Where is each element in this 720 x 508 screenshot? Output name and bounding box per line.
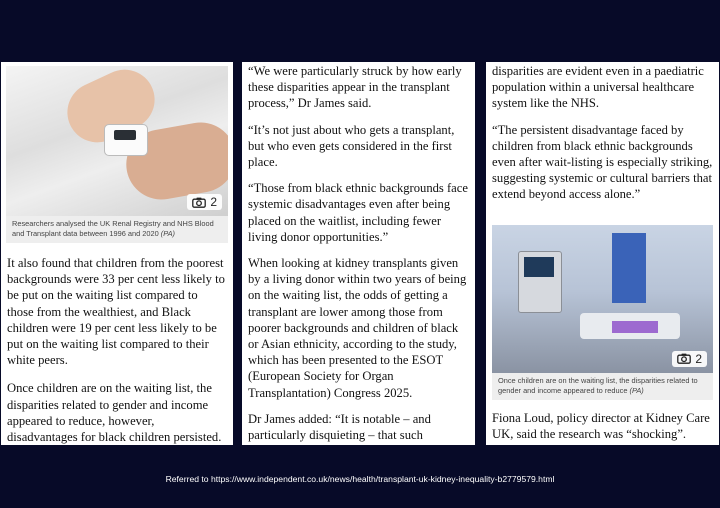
photo-count: 2 bbox=[210, 195, 217, 209]
photo-caption: Researchers analysed the UK Renal Registry and NHS Blood and Transplant data between 1996 and 2020 (PA) bbox=[6, 216, 228, 243]
article-paragraph: “We were particularly struck by how early these disparities appear in the transplant process,” Dr James said. bbox=[248, 64, 462, 111]
article-paragraph: When looking at kidney transplants given by a living donor within two years of being on the waiting list, the odds of getting a transplant are lower among those from poorer backgrounds and children of black or Asian ethnicity, according to the study, which has been presented to the ESOT (European Society for Organ Transplantation) Congress 2025. bbox=[248, 256, 467, 400]
article-column-2 bbox=[242, 62, 475, 445]
pulse-oximeter bbox=[104, 124, 148, 156]
photo-count: 2 bbox=[695, 351, 702, 366]
photo-count-badge[interactable] bbox=[187, 194, 222, 210]
article-paragraph: It also found that children from the poorest backgrounds were 33 per cent less likely to be put on the waiting list compared to those from the wealthiest, and Black children were 19 per cent less likely to be put on the waiting list compared to their white peers. bbox=[7, 256, 225, 368]
photo-count-badge[interactable] bbox=[672, 351, 707, 367]
article-column-1 bbox=[1, 62, 233, 445]
curtain-shape bbox=[612, 233, 646, 303]
article-paragraph: disparities are evident even in a paediatric population within a universal healthcare system like the NHS. bbox=[492, 64, 704, 111]
trolley-shape bbox=[612, 321, 658, 333]
camera-icon bbox=[677, 353, 691, 364]
camera-icon bbox=[192, 197, 206, 208]
article-paragraph: Fiona Loud, policy director at Kidney Care UK, said the research was “shocking”. bbox=[492, 410, 710, 441]
medical-monitor bbox=[518, 251, 562, 313]
article-paragraph: “It’s not just about who gets a transplant, but who even gets considered in the first place. bbox=[248, 122, 455, 170]
article-photo-hands-oximeter[interactable] bbox=[6, 66, 228, 216]
article-paragraph: Once children are on the waiting list, the disparities related to gender and income appeared to reduce, however, disadvantages for black children persisted. bbox=[7, 381, 222, 445]
article-paragraph: “The persistent disadvantage faced by children from black ethnic backgrounds even after wait-listing is especially striking, suggesting systemic or cultural barriers that extend beyond access alone.” bbox=[492, 122, 713, 202]
photo-caption: Once children are on the waiting list, the disparities related to gender and income appeared to reduce (PA) bbox=[492, 373, 713, 400]
photo-credit: (PA) bbox=[160, 229, 175, 238]
photo-credit: (PA) bbox=[629, 385, 644, 395]
article-paragraph: “Those from black ethnic backgrounds face systemic disadvantages even after being placed on the waitlist, including fewer living donor opportunities.” bbox=[248, 181, 468, 244]
article-photo-hospital-ward[interactable] bbox=[492, 225, 713, 373]
source-footer: Referred to https://www.independent.co.uk/news/health/transplant-uk-kidney-inequality-b2779579.html bbox=[165, 474, 555, 484]
article-paragraph: Dr James added: “It is notable – and particularly disquieting – that such bbox=[248, 411, 431, 443]
article-column-3 bbox=[486, 62, 719, 445]
